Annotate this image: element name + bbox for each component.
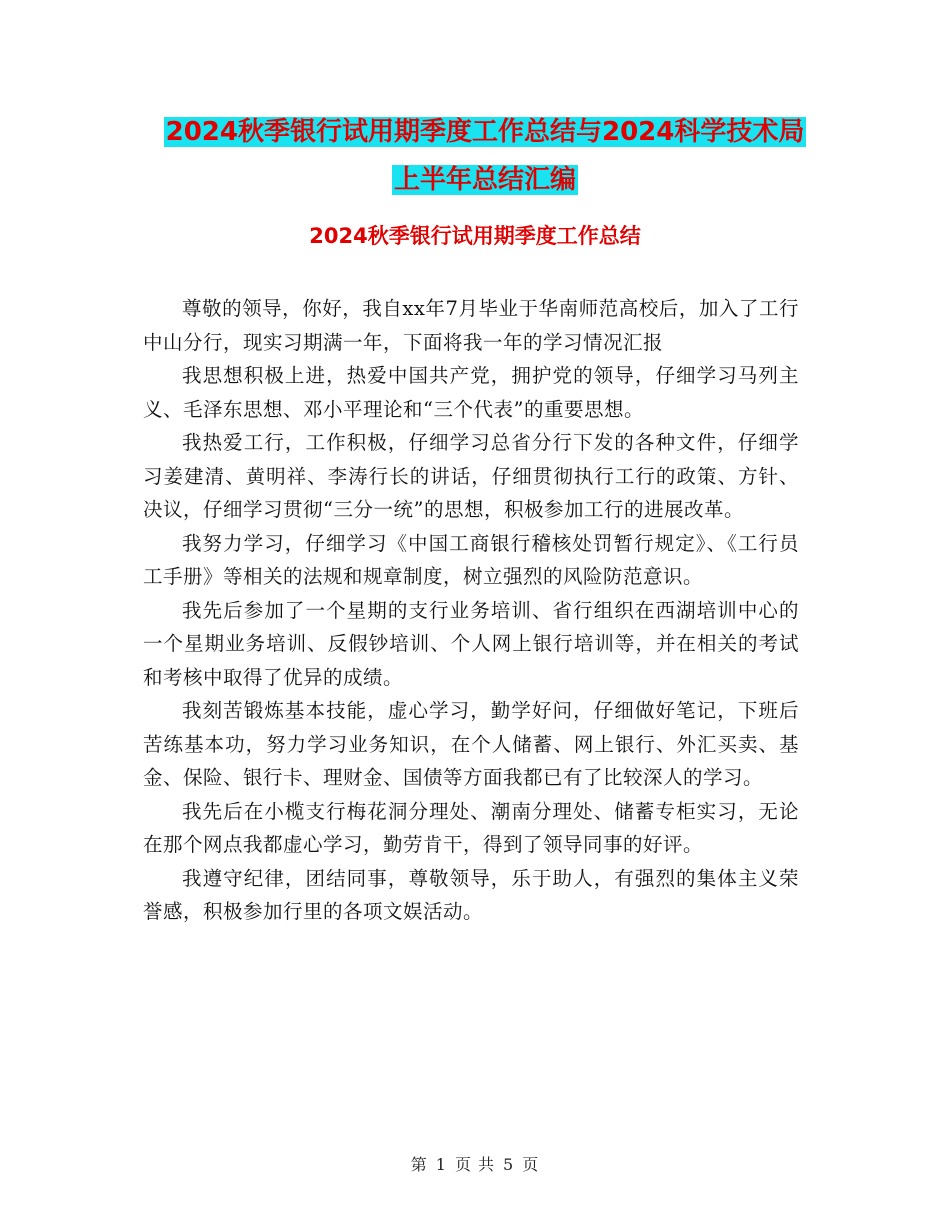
page-number: 1 bbox=[435, 1155, 447, 1174]
document-title-line-2: 上半年总结汇编 bbox=[393, 165, 576, 195]
paragraph: 我思想积极上进，热爱中国共产党，拥护党的领导，仔细学习马列主义、毛泽东思想、邓小平理论和“三个代表”的重要思想。 bbox=[143, 364, 799, 421]
page-mid: 页 共 bbox=[454, 1155, 496, 1174]
document-body bbox=[143, 292, 799, 929]
paragraph: 我刻苦锻炼基本技能，虚心学习，勤学好问，仔细做好笔记，下班后苦练基本功，努力学习业务知识，在个人储蓄、网上银行、外汇买卖、基金、保险、银行卡、理财金、国债等方面我都已有了比较深人的学习。 bbox=[143, 699, 799, 789]
page-prefix: 第 bbox=[410, 1155, 428, 1174]
document-title-line-1: 2024秋季银行试用期季度工作总结与2024科学技术局 bbox=[165, 117, 805, 147]
paragraph: 我先后在小榄支行梅花洞分理处、潮南分理处、储蓄专柜实习，无论在那个网点我都虚心学习，勤劳肯干，得到了领导同事的好评。 bbox=[143, 799, 799, 856]
page-suffix: 页 bbox=[522, 1155, 540, 1174]
document-title bbox=[140, 108, 830, 204]
page-total: 5 bbox=[503, 1155, 515, 1174]
paragraph: 我先后参加了一个星期的支行业务培训、省行组织在西湖培训中心的一个星期业务培训、反假钞培训、个人网上银行培训等，并在相关的考试和考核中取得了优异的成绩。 bbox=[143, 598, 799, 689]
paragraph: 我努力学习，仔细学习《中国工商银行稽核处罚暂行规定》、《工行员工手册》等相关的法规和规章制度，树立强烈的风险防范意识。 bbox=[143, 531, 799, 588]
page-footer bbox=[0, 1153, 950, 1177]
paragraph: 我遵守纪律，团结同事，尊敬领导，乐于助人，有强烈的集体主义荣誉感，积极参加行里的各项文娱活动。 bbox=[143, 866, 799, 923]
section-title: 2024秋季银行试用期季度工作总结 bbox=[309, 224, 641, 248]
paragraph: 我热爱工行，工作积极，仔细学习总省分行下发的各种文件，仔细学习姜建清、黄明祥、李涛行长的讲话，仔细贯彻执行工行的政策、方针、决议，仔细学习贯彻“三分一统”的思想，积极参加工行的进展改革。 bbox=[143, 431, 799, 521]
paragraph: 尊敬的领导，你好，我自xx年7月毕业于华南师范高校后，加入了工行中山分行，现实习期满一年，下面将我一年的学习情况汇报 bbox=[143, 297, 799, 354]
